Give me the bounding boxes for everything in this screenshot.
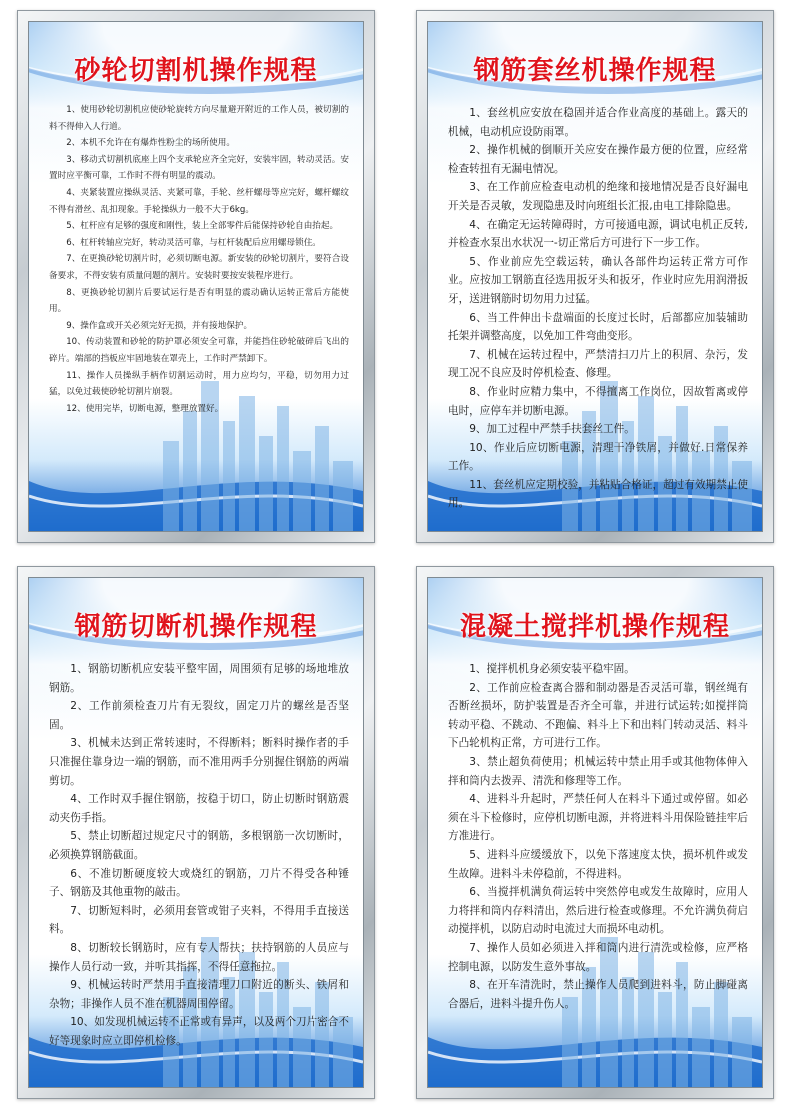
- rule-item: 8、切断较长钢筋时，应有专人帮扶；扶持钢筋的人员应与操作人员行动一致，并听其指挥，不得任意拖拉。: [49, 941, 349, 973]
- rule-item: 2、工作前须检查刀片有无裂纹，固定刀片的螺丝是否坚固。: [49, 700, 349, 731]
- rule-item: 9、加工过程中严禁手扶套丝工件。: [469, 423, 635, 436]
- rule-item: 6、当工件伸出卡盘端面的长度过长时，后部都应加装辅助托架并调整高度，以免加工件弯曲变形。: [448, 311, 748, 343]
- sign-panel: [28, 577, 364, 1088]
- rule-item: 10、作业后应切断电源，清理干净铁屑，并做好.日常保养工作。: [448, 441, 748, 473]
- sign-content: [49, 102, 349, 417]
- rule-item: 5、禁止切断超过规定尺寸的钢筋，多根钢筋一次切断时，必须换算钢筋截面。: [49, 830, 349, 861]
- rule-item: 3、在工作前应检查电动机的绝缘和接地情况是否良好漏电开关是否灵敏，发现隐患及时向班组长汇报,由电工排除隐患。: [448, 181, 748, 212]
- rule-item: 1、使用砂轮切割机应使砂轮旋转方向尽量避开附近的工作人员，被切割的料不得伸入人行道。: [49, 105, 349, 132]
- sign-panel: [28, 21, 364, 532]
- rule-item: 2、操作机械的倒顺开关应安在操作最方便的位置，应经常检查转扭有无漏电情况。: [448, 144, 748, 175]
- rule-item: 8、作业时应精力集中，不得擅离工作岗位，因故暂离或停电时，应停车并切断电源。: [448, 385, 748, 417]
- rule-item: 1、钢筋切断机应安装平整牢固，周围须有足够的场地堆放钢筋。: [49, 663, 349, 694]
- rule-item: 11、套丝机应定期校验，并粘贴合格证，超过有效期禁止使用。: [448, 478, 748, 510]
- rule-item: 9、操作盒或开关必须完好无损，并有接地保护。: [66, 320, 253, 331]
- rule-item: 4、在确定无运转障碍时，方可接通电源，调试电机正反转,并检查水泵出水状况一-切正常后方可进行下一步工作。: [448, 218, 748, 250]
- rule-item: 8、在开车清洗时，禁止操作人员爬到进料斗，防止脚碰离合器后，进料斗提升伤人。: [448, 979, 748, 1010]
- sign-title: 砂轮切割机操作规程: [74, 56, 318, 86]
- rule-item: 9、机械运转时严禁用手直接清理刀口附近的断头、铁屑和杂物；非操作人员不准在机器周围停留。: [49, 979, 349, 1010]
- sign-panel: [427, 577, 763, 1088]
- safety-sign-board: [416, 10, 774, 543]
- rule-item: 10、如发现机械运转不正常或有异声，以及两个刀片密合不好等现象时应立即停机检修。: [49, 1016, 349, 1047]
- rule-item: 12、使用完毕，切断电源，整理放置好。: [66, 403, 224, 414]
- rule-item: 6、不准切断硬度较大或烧红的钢筋，刀片不得受各种锤子、钢筋及其他重物的敲击。: [49, 867, 349, 899]
- rule-item: 5、杠杆应有足够的强度和刚性，装上全部零件后能保持砂轮自由抬起。: [66, 221, 339, 232]
- sign-title: 钢筋切断机操作规程: [74, 612, 318, 642]
- rule-item: 4、夹紧装置应操纵灵活、夹紧可靠，手轮、丝杆螺母等应完好，螺杆螺纹不得有滑丝、乱扣现象。手轮操纵力一般不大于6kg。: [49, 187, 349, 215]
- safety-sign-board: [416, 566, 774, 1099]
- rule-item: 5、作业前应先空载运转，确认各部件均运转正常方可作业。应按加工钢筋直径选用扳牙头和扳牙，作业时应先用润滑扳牙，送进钢筋时切勿用力过猛。: [448, 255, 748, 305]
- sign-panel: [427, 21, 763, 532]
- rule-item: 4、工作时双手握住钢筋，按稳于切口，防止切断时钢筋震动夹伤手指。: [49, 793, 349, 824]
- rule-item: 3、禁止超负荷使用；机械运转中禁止用手或其他物体伸入拌和筒内去拨弄、清洗和修理等工作。: [448, 755, 748, 787]
- rule-item: 2、工作前应检查离合器和制动器是否灵活可靠，钢丝绳有否断丝损坏，防护装置是否齐全可靠，并进行试运转;如搅拌筒转动平稳、不跳动、不跑偏、料斗上下和出料门转动灵活、料斗下凸轮机构正常，方可进行工作。: [448, 681, 748, 750]
- rule-item: 3、机械未达到正常转速时，不得断料；断料时操作者的手只准握住靠身边一端的钢筋，而不准用两手分别握住钢筋的两端剪切。: [49, 737, 349, 787]
- rule-item: 6、当搅拌机满负荷运转中突然停电或发生故障时，应用人力将拌和筒内存料清出，然后进行检查或修理。不允许满负荷启动搅拌机，以防启动时电流过大而损坏电动机。: [448, 886, 748, 936]
- rule-item: 8、更换砂轮切割片后要试运行是否有明显的震动确认运转正常后方能使用。: [49, 287, 349, 315]
- rule-item: 4、进料斗升起时，严禁任何人在料斗下通过或停留。如必须在斗下检修时，应停机切断电源，并将进料斗用保险链挂牢后方准进行。: [448, 793, 748, 843]
- sign-content: [448, 660, 748, 1013]
- sign-title: 混凝土搅拌机操作规程: [459, 612, 730, 642]
- rule-item: 1、搅拌机机身必须安装平稳牢固。: [469, 663, 635, 675]
- safety-sign-board: [17, 566, 375, 1099]
- rule-item: 5、进料斗应缓缓放下，以免下落速度太快，损坏机件或发生故障。进料斗未停稳前，不得进料。: [448, 848, 748, 880]
- rule-item: 7、机械在运转过程中，严禁清扫刀片上的积屑、杂污，发现工况不良应及时停机检查、修理。: [448, 348, 748, 380]
- sign-title: 钢筋套丝机操作规程: [473, 56, 717, 86]
- rule-item: 10、传动装置和砂轮的防护罩必须安全可靠，并能挡住砂轮破碎后飞出的碎片。端部的挡板应牢固地装在罩壳上，工作时严禁卸下。: [49, 337, 349, 364]
- rule-item: 7、切断短料时，必须用套管或钳子夹料，不得用手直接送料。: [49, 904, 349, 936]
- rule-item: 6、杠杆转轴应完好，转动灵活可靠，与杠杆装配后应用螺母锁住。: [66, 237, 321, 248]
- rule-item: 2、本机不允许在有爆炸性粉尘的场所使用。: [66, 138, 235, 149]
- sign-content: [49, 660, 349, 1050]
- rule-item: 3、移动式切割机底座上四个支承轮应齐全完好，安装牢固，转动灵活。安置时应平衡可靠，工作时不得有明显的震动。: [49, 154, 349, 182]
- rule-item: 7、操作人员如必须进入拌和筒内进行清洗或检修，应严格控制电源，以防发生意外事故。: [448, 941, 748, 973]
- rule-item: 11、操作人员操纵手柄作切割运动时，用力应均匀，平稳，切勿用力过猛，以免过载使砂轮切割片崩裂。: [49, 370, 349, 398]
- sign-content: [448, 104, 748, 513]
- rule-item: 7、在更换砂轮切割片时，必须切断电源。新安装的砂轮切割片，要符合设备要求，不得安装有质量问题的割片。安装时要按安装程序进行。: [49, 254, 349, 281]
- safety-sign-board: [17, 10, 375, 543]
- rule-item: 1、套丝机应安放在稳固并适合作业高度的基础上。露天的机械，电动机应设防雨罩。: [448, 107, 748, 138]
